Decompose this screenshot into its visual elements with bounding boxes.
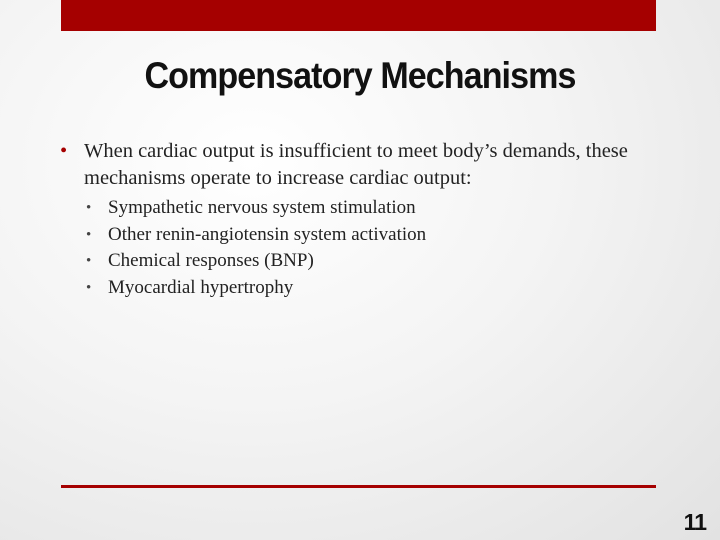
sub-bullet-item — [86, 275, 660, 302]
sub-bullet-text: Myocardial hypertrophy — [108, 276, 294, 298]
bullet-dot-icon: • — [86, 279, 92, 296]
bottom-divider — [61, 485, 656, 488]
sub-bullet-text: Sympathetic nervous system stimulation — [108, 197, 416, 218]
sub-bullet-list — [60, 195, 660, 301]
bullet-dot-icon: • — [60, 140, 68, 162]
sub-bullet-text: Chemical responses (BNP) — [108, 250, 314, 271]
main-bullet-text: When cardiac output is insufficient to meet body’s demands, these mechanisms operate to increase cardiac output: — [84, 140, 628, 189]
main-bullet — [60, 138, 660, 192]
page-number: 11 — [683, 509, 706, 535]
sub-bullet-item — [86, 195, 660, 222]
bullet-dot-icon: • — [86, 253, 92, 269]
slide-body — [60, 138, 660, 301]
sub-bullet-item — [86, 248, 660, 275]
top-accent-bar — [61, 0, 656, 31]
slide-title: Compensatory Mechanisms — [144, 55, 576, 96]
bullet-dot-icon: • — [86, 226, 92, 243]
sub-bullet-item — [86, 222, 660, 249]
sub-bullet-text: Other renin-angiotensin system activation — [108, 223, 427, 245]
bullet-dot-icon: • — [86, 200, 92, 216]
